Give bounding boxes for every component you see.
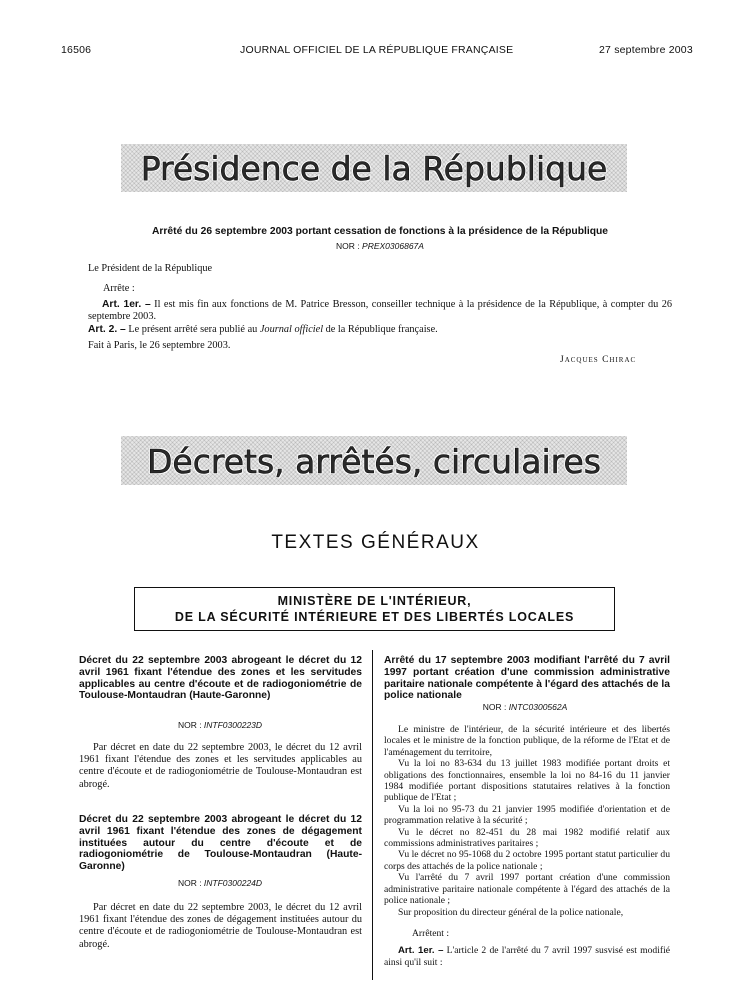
- arrete-17-preamble: Le ministre de l'intérieur, de la sécurité intérieure et des libertés locales et le ministre de la fonction publique, de la réforme de l'Etat et de l'aménagement du territoire,: [384, 724, 670, 758]
- presidence-fait-a: Fait à Paris, le 26 septembre 2003.: [88, 340, 231, 351]
- decrets-banner: [121, 436, 627, 485]
- vu-paragraph: Vu l'arrêté du 7 avril 1997 portant création d'une commission administrative paritaire nationale compétente à l'égard des attachés de la police nationale ;: [384, 872, 670, 907]
- article-label: Art. 2. –: [88, 324, 126, 335]
- nor-label: NOR :: [177, 720, 204, 730]
- issue-date: 27 septembre 2003: [599, 44, 693, 56]
- decret1-title: Décret du 22 septembre 2003 abrogeant le décret du 12 avril 1961 fixant l'étendue des zones et les servitudes applicables au centre d'écoute et de radiogoniométrie de Toulouse-Montaudran (Haute-Garonne): [79, 655, 362, 702]
- article-text: Le présent arrêté sera publié au: [125, 324, 260, 335]
- article-text: Il est mis fin aux fonctions de M. Patrice Bresson, conseiller technique à la présidence de la République, à compter du 26 septembre 2003.: [88, 299, 673, 323]
- proposition-paragraph: Sur proposition du directeur général de la police nationale,: [398, 906, 624, 918]
- presidence-article-2: [74, 324, 672, 336]
- article-label: Art. 1er. –: [102, 299, 151, 310]
- section-title: TEXTES GÉNÉRAUX: [271, 532, 480, 553]
- article-text: de la République française.: [323, 324, 438, 335]
- decret2-nor: [150, 878, 290, 888]
- nor-label: NOR :: [336, 241, 363, 251]
- ministry-line-1: MINISTÈRE DE L'INTÉRIEUR,: [277, 594, 472, 608]
- arretent-word: Arrêtent :: [412, 927, 450, 939]
- decret1-nor: [150, 720, 290, 730]
- presidence-arrete-title: Arrêté du 26 septembre 2003 portant cessation de fonctions à la présidence de la République: [151, 226, 609, 237]
- article-text: L'article 2 de l'arrêté du 7 avril 1997 susvisé est modifié ainsi qu'il suit :: [384, 945, 670, 968]
- arrete-17-title: Arrêté du 17 septembre 2003 modifiant l'arrêté du 7 avril 1997 portant création d'une commission administrative paritaire nationale compétente à l'égard des attachés de la police nationale: [384, 655, 670, 702]
- vu-paragraph: Vu le décret no 95-1068 du 2 octobre 1995 portant statut particulier du corps des attachés de la police nationale ;: [384, 849, 670, 872]
- ministry-line-2: DE LA SÉCURITÉ INTÉRIEURE ET DES LIBERTÉS LOCALES: [174, 610, 575, 624]
- ministry-box: [134, 587, 615, 631]
- arrete-17-body: [384, 724, 670, 968]
- nor-code: INTC0300562A: [508, 702, 568, 712]
- presidence-nor: [300, 241, 460, 251]
- journal-officiel-ref: Journal officiel: [259, 324, 324, 335]
- arrete-17-article-1: [384, 945, 670, 968]
- decrets-banner-text: Décrets, arrêtés, circulaires: [147, 442, 601, 481]
- nor-code: INTF0300223D: [203, 720, 263, 730]
- presidence-arrete-word: Arrête :: [103, 283, 135, 294]
- journal-title: JOURNAL OFFICIEL DE LA RÉPUBLIQUE FRANÇAISE: [240, 44, 514, 56]
- vu-paragraph: Vu le décret no 82-451 du 28 mai 1982 modifié relatif aux commissions administratives paritaires ;: [384, 826, 670, 850]
- nor-code: INTF0300224D: [203, 878, 263, 888]
- decret1-text: Par décret en date du 22 septembre 2003, le décret du 12 avril 1961 fixant l'étendue des zones et les servitudes applicables au centre d'écoute et de radiogoniométrie de Toulouse-Montaudran est abrogé.: [79, 742, 362, 790]
- presidence-banner: [121, 144, 627, 192]
- presidence-intro: Le Président de la République: [88, 263, 213, 274]
- vu-paragraph: Vu la loi no 83-634 du 13 juillet 1983 modifiée portant droits et obligations des fonctionnaires, ensemble la loi no 84-16 du 11 janvier 1984 modifiée portant dispositions statutaires relatives à la fonction publique de l'Etat ;: [384, 758, 670, 804]
- vu-paragraph: Vu la loi no 95-73 du 21 janvier 1995 modifiée d'orientation et de programmation relative à la sécurité ;: [384, 803, 670, 827]
- article-label: Art. 1er. –: [398, 945, 444, 957]
- nor-code: PREX0306867A: [362, 241, 424, 251]
- column-divider: [372, 650, 373, 980]
- nor-label: NOR :: [482, 702, 509, 712]
- presidence-banner-text: Présidence de la République: [140, 149, 608, 188]
- decret2-text: Par décret en date du 22 septembre 2003, le décret du 12 avril 1961 fixant l'étendue des zones de dégagement instituées autour du centre d'écoute et de radiogoniométrie de Toulouse-Montaudran est abrogé.: [79, 902, 362, 950]
- nor-label: NOR :: [177, 878, 204, 888]
- page-number: 16506: [61, 44, 92, 56]
- decret2-title: Décret du 22 septembre 2003 abrogeant le décret du 12 avril 1961 fixant l'étendue des zones de dégagement instituées autour du centre d'écoute et de radiogoniométrie de Toulouse-Montaudran (Haute-Garonne): [79, 814, 362, 873]
- presidence-article-1: [88, 299, 672, 323]
- arrete-17-nor: [455, 702, 595, 712]
- signature: Jacques Chirac: [560, 355, 637, 365]
